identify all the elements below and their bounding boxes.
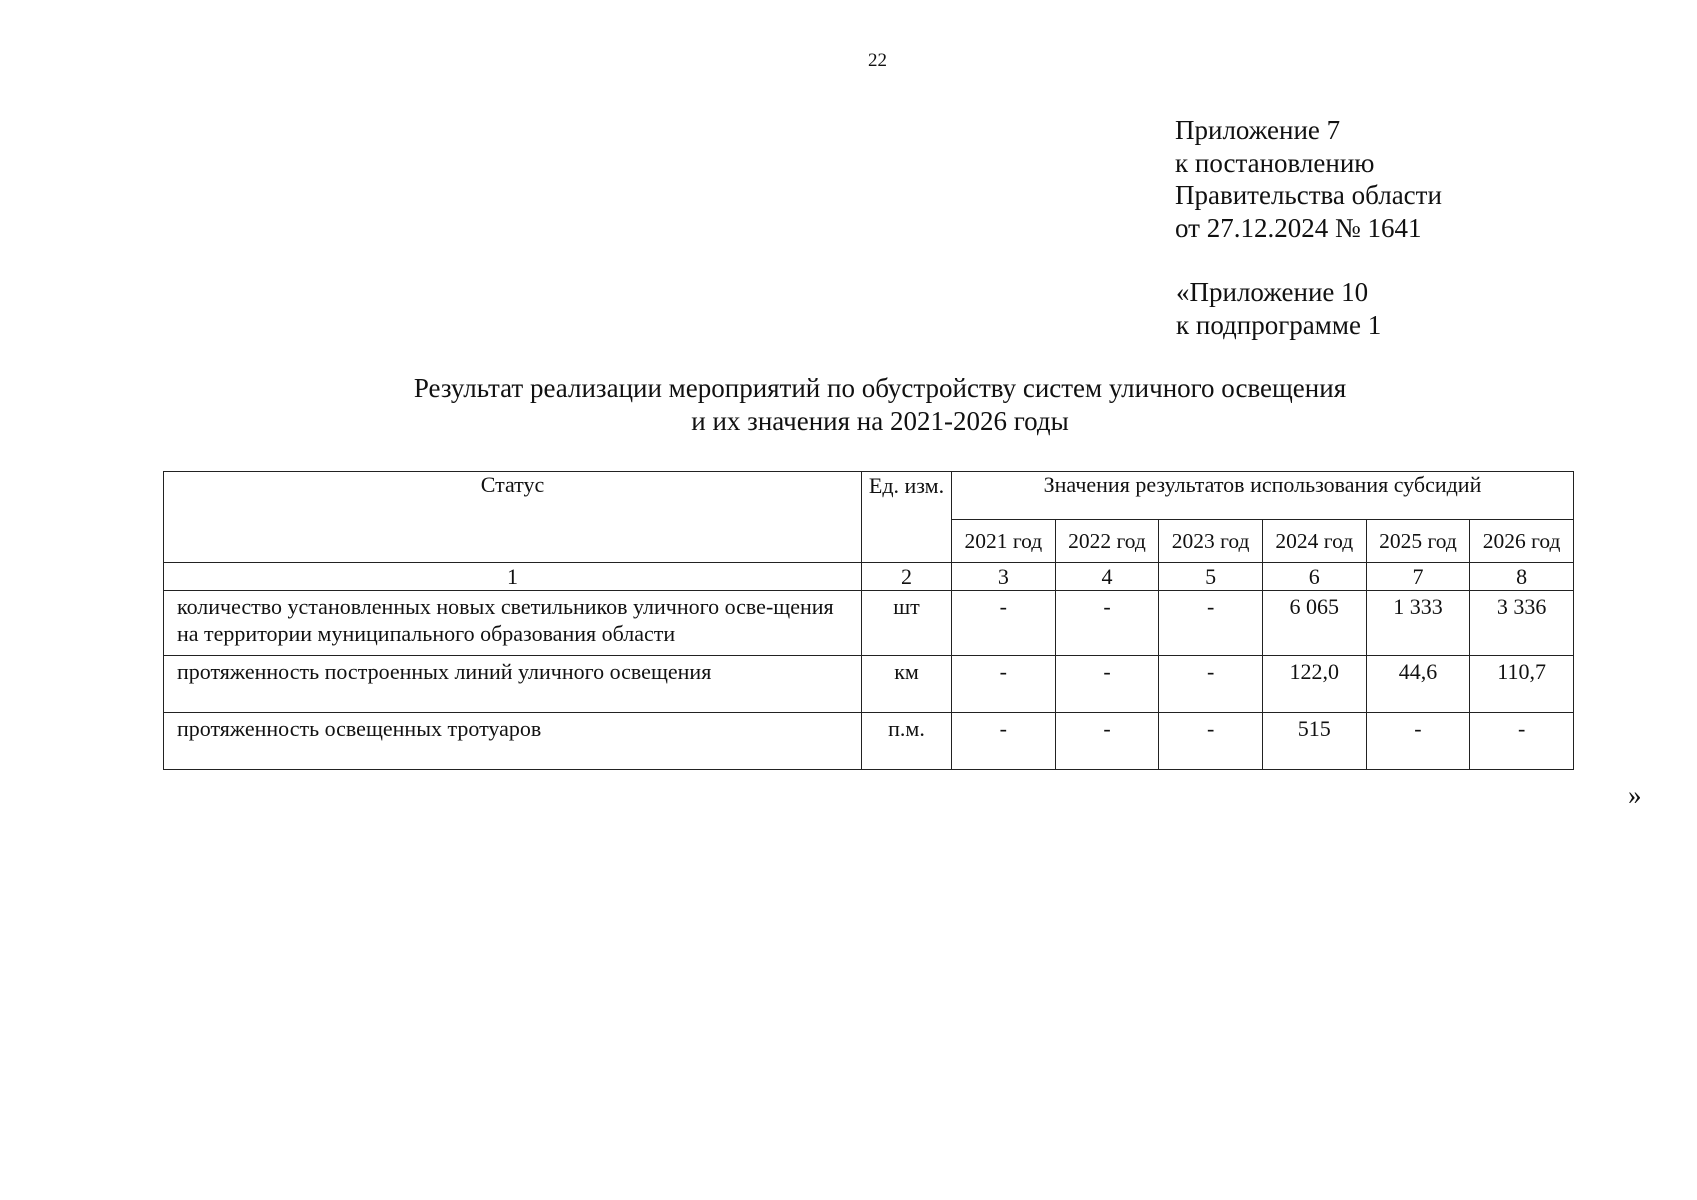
row-name: протяженность построенных линий уличного освещения [164,656,862,713]
table-row [164,713,1574,770]
header-unit: Ед. изм. [862,472,952,563]
appendix-sub-line: «Приложение 10 [1176,277,1369,307]
column-number: 3 [952,563,1056,591]
row-value: - [1159,591,1263,656]
column-number: 4 [1055,563,1159,591]
column-number-row [164,563,1574,591]
header-year: 2026 год [1470,520,1574,563]
document-title [0,372,1697,438]
title-line-1: Результат реализации мероприятий по обустройству систем уличного освещения [413,373,1347,403]
appendix-header [1175,114,1442,244]
row-value: - [1055,656,1159,713]
row-value: 6 065 [1262,591,1366,656]
row-value: - [1159,656,1263,713]
row-value: - [952,656,1056,713]
column-number: 6 [1262,563,1366,591]
column-number: 1 [164,563,862,591]
appendix-sub-header [1176,276,1381,341]
row-value: 515 [1262,713,1366,770]
column-number: 5 [1159,563,1263,591]
column-number: 8 [1470,563,1574,591]
results-table [163,471,1574,770]
appendix-line: от 27.12.2024 № 1641 [1175,212,1422,243]
row-value: 110,7 [1470,656,1574,713]
row-value: - [1055,713,1159,770]
title-line-2: и их значения на 2021-2026 годы [691,406,1069,436]
column-number: 2 [862,563,952,591]
header-values-group: Значения результатов использования субсидий [952,472,1574,520]
row-value: - [1055,591,1159,656]
column-number: 7 [1366,563,1470,591]
row-value: 1 333 [1366,591,1470,656]
row-name: количество установленных новых светильников уличного осве-щения на территории муниципального образования области [164,591,862,656]
appendix-line: к постановлению [1175,147,1375,178]
row-value: 3 336 [1470,591,1574,656]
header-year: 2024 год [1262,520,1366,563]
row-unit: шт [862,591,952,656]
appendix-sub-line: к подпрограмме 1 [1176,309,1382,340]
header-year: 2023 год [1159,520,1263,563]
row-name: протяженность освещенных тротуаров [164,713,862,770]
header-year: 2025 год [1366,520,1470,563]
appendix-line: Правительства области [1175,180,1442,210]
closing-quote: » [1628,780,1642,810]
table-row [164,591,1574,656]
row-value: 122,0 [1262,656,1366,713]
row-value: - [952,591,1056,656]
appendix-line: Приложение 7 [1175,115,1341,145]
header-year: 2021 год [952,520,1056,563]
row-value: - [952,713,1056,770]
row-value: - [1470,713,1574,770]
row-unit: п.м. [862,713,952,770]
row-value: - [1159,713,1263,770]
table-row [164,656,1574,713]
page-number: 22 [868,50,887,71]
row-unit: км [862,656,952,713]
header-status: Статус [164,472,862,563]
row-value: - [1366,713,1470,770]
header-year: 2022 год [1055,520,1159,563]
row-value: 44,6 [1366,656,1470,713]
